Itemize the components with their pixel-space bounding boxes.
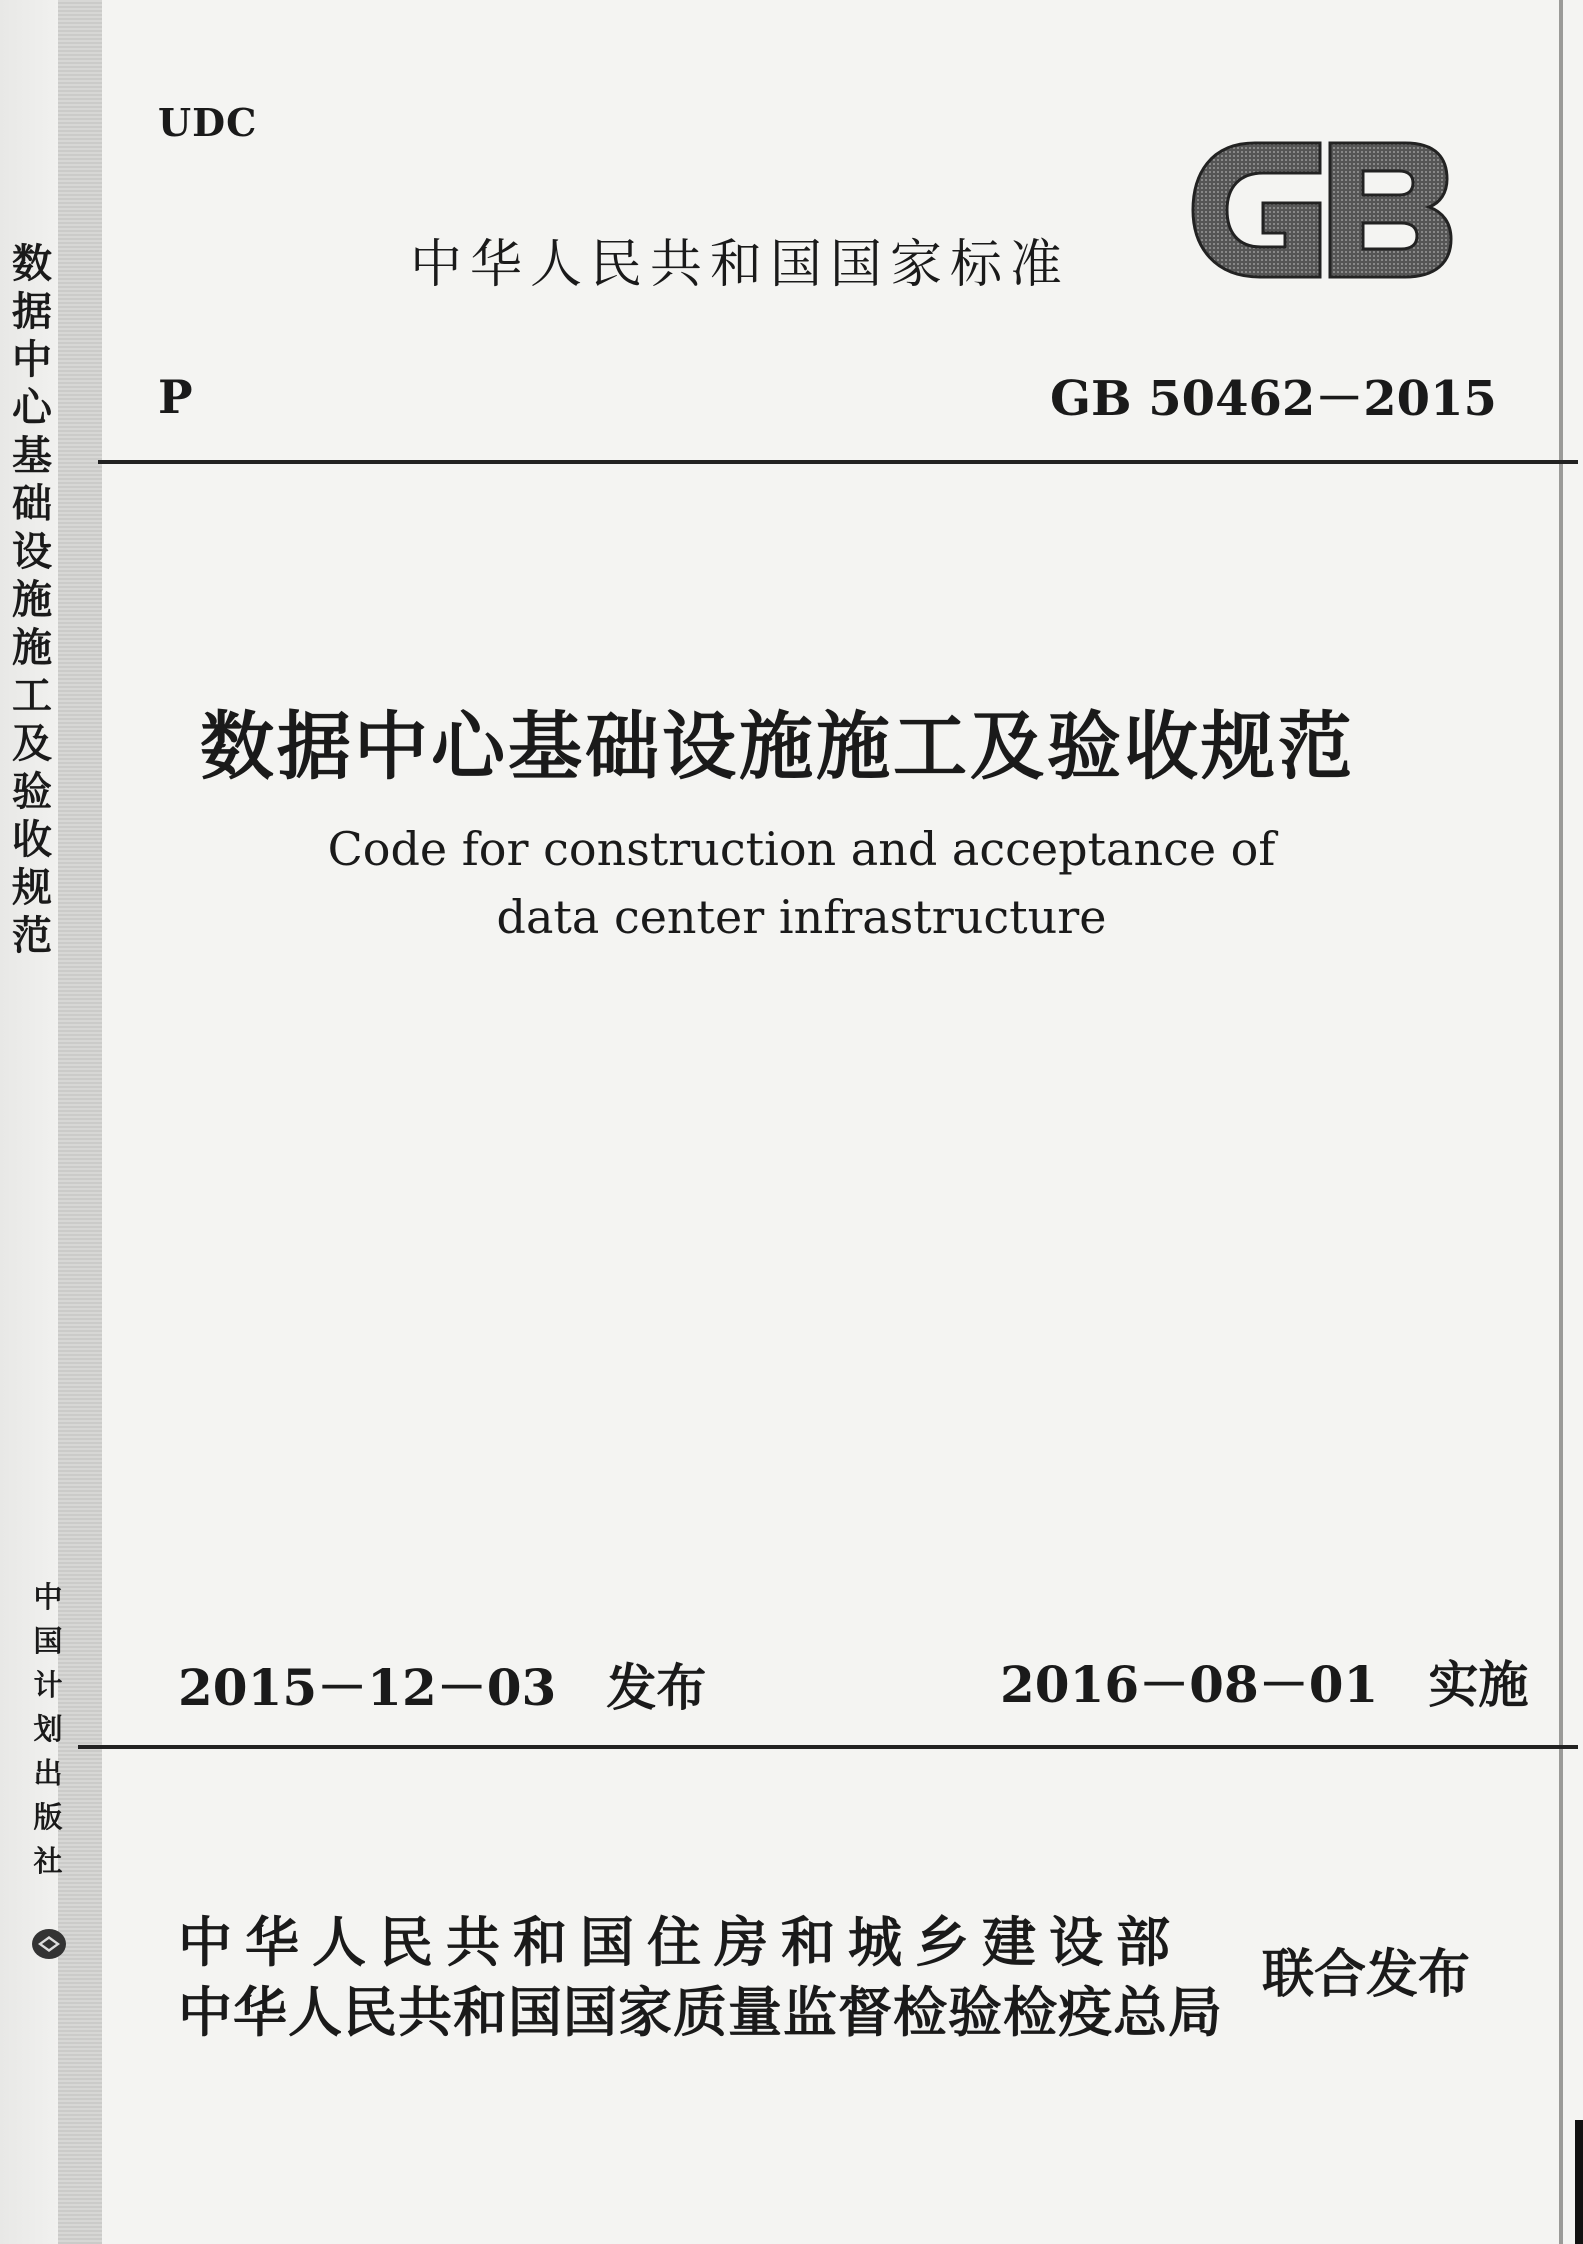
joint-release-label: 联合发布 <box>1262 1945 1471 2005</box>
spine-title-char: 中 <box>12 336 52 383</box>
issue-date: 2015－12－03 发布 <box>178 1658 707 1717</box>
spine-title-char: 工 <box>12 672 52 719</box>
spine-publisher <box>22 1575 74 1883</box>
gb-logo-text: GB <box>1185 135 1187 136</box>
page-edge-line <box>1559 0 1563 2244</box>
spine-title-char: 设 <box>12 528 52 575</box>
english-title-line1: Code for construction and acceptance of <box>327 822 1276 876</box>
national-standard-heading: 中华人民共和国国家标准 <box>410 235 1071 295</box>
spine-publisher-char: 出 <box>33 1756 63 1790</box>
spine-publisher-char: 计 <box>33 1668 63 1702</box>
issuer-quality-supervision: 中华人民共和国国家质量监督检验检疫总局 <box>178 1981 1223 2044</box>
spine-title-char: 础 <box>12 480 52 527</box>
category-label: P <box>158 370 193 424</box>
spine-title-char: 基 <box>12 432 52 479</box>
english-title-line2: data center infrastructure <box>496 890 1107 944</box>
spine-publisher-char: 国 <box>33 1624 63 1658</box>
page-edge-mark <box>1575 2120 1583 2244</box>
gb-logo <box>1185 135 1455 285</box>
header-divider <box>98 460 1578 464</box>
standard-code-number: GB 50462－2015 <box>1050 371 1497 427</box>
spine-publisher-char: 划 <box>33 1712 63 1746</box>
effective-date: 2016－08－01 实施 <box>1000 1655 1529 1714</box>
spine-title-char: 数 <box>12 240 52 287</box>
spine-title-char: 心 <box>12 384 52 431</box>
publisher-logo-icon <box>30 1925 68 1963</box>
spine-title-char: 收 <box>12 816 52 863</box>
chinese-title: 数据中心基础设施施工及验收规范 <box>200 704 1355 790</box>
spine-title-char: 施 <box>12 624 52 671</box>
issuer-ministry-housing: 中华人民共和国住房和城乡建设部 <box>178 1911 1183 1974</box>
spine-title-char: 及 <box>12 720 52 767</box>
spine-title-char: 施 <box>12 576 52 623</box>
spine-publisher-char: 中 <box>33 1580 63 1614</box>
spine-shadow <box>58 0 102 2244</box>
footer-divider <box>78 1745 1578 1749</box>
spine-title-char: 验 <box>12 768 52 815</box>
spine-publisher-char: 版 <box>33 1800 63 1834</box>
udc-label: UDC <box>158 100 258 145</box>
spine-title-char: 范 <box>12 912 52 959</box>
spine-title-char: 据 <box>12 288 52 335</box>
spine-publisher-char: 社 <box>33 1844 63 1878</box>
spine-title-char: 规 <box>12 864 52 911</box>
